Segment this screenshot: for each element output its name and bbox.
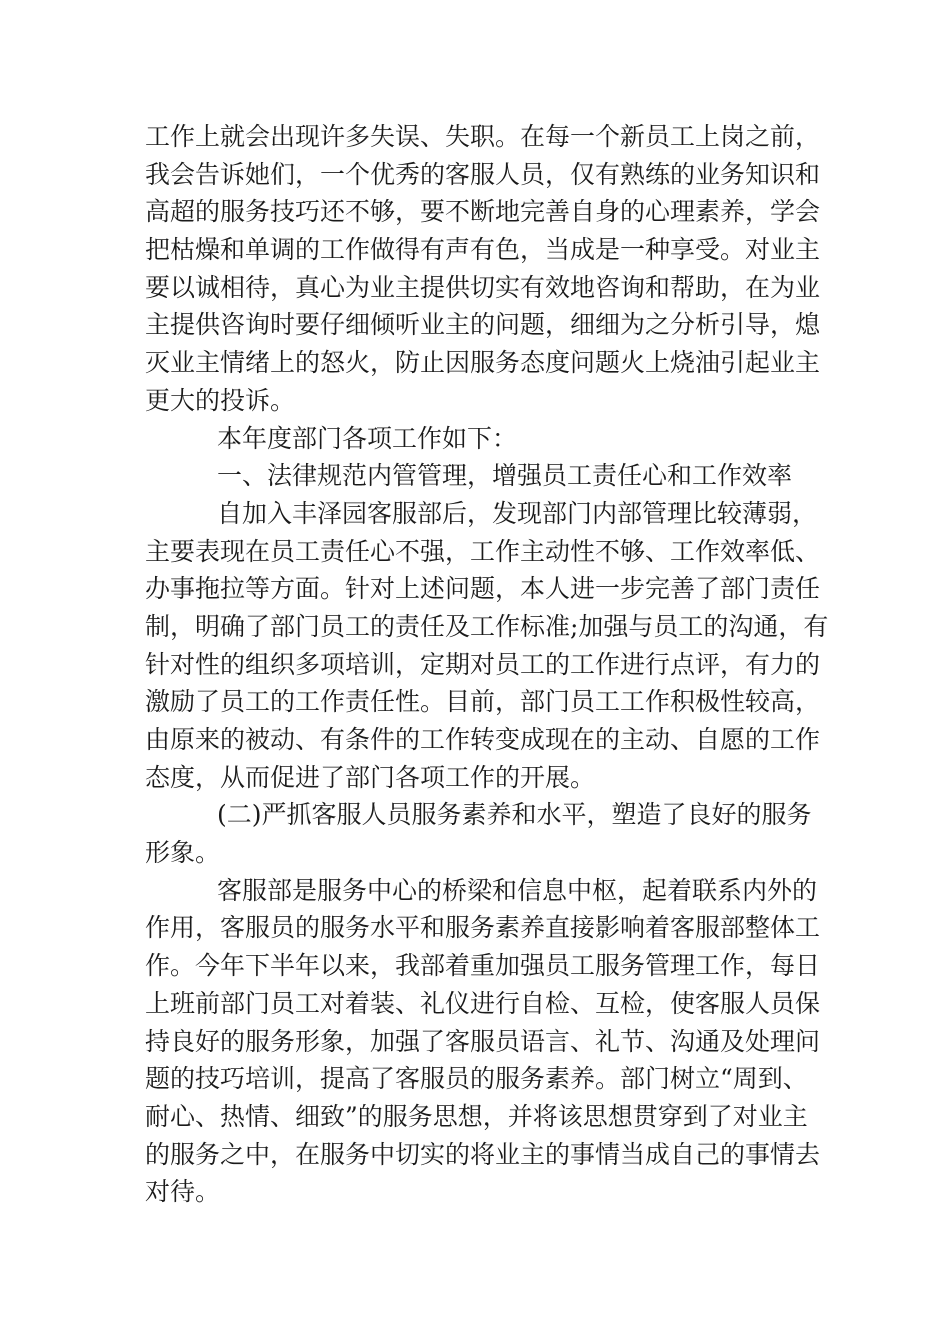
text-line: 由原来的被动、有条件的工作转变成现在的主动、自愿的工作 — [145, 725, 821, 754]
text-line: 针对性的组织多项培训，定期对员工的工作进行点评，有力的 — [145, 649, 821, 679]
text-line: 持良好的服务形象，加强了客服员语言、礼节、沟通及处理问 — [145, 1026, 821, 1056]
text-line: 自加入丰泽园客服部后，发现部门内部管理比较薄弱， — [217, 498, 818, 528]
text-line: 客服部是服务中心的桥梁和信息中枢，起着联系内外的 — [217, 875, 818, 905]
text-line: 本年度部门各项工作如下： — [217, 423, 518, 453]
text-line: 办事拖拉等方面。针对上述问题，本人进一步完善了部门责任 — [145, 574, 821, 604]
text-line: 更大的投诉。 — [145, 385, 296, 415]
text-line: 把枯燥和单调的工作做得有声有色，当成是一种享受。对业主 — [145, 235, 821, 265]
text-line: 题的技巧培训，提高了客服员的服务素养。部门树立“周到、 — [145, 1064, 808, 1094]
section-heading — [145, 457, 810, 495]
text-line: 要以诚相待，真心为业主提供切实有效地咨询和帮助，在为业 — [145, 272, 821, 302]
text-line: 主提供咨询时要仔细倾听业主的问题，细细为之分析引导，熄 — [145, 310, 821, 340]
text-line: 主要表现在员工责任心不强，工作主动性不够、工作效率低、 — [145, 536, 821, 566]
text-line: 作用，客服员的服务水平和服务素养直接影响着客服部整体工 — [145, 913, 821, 943]
paragraph — [145, 872, 821, 1211]
text-line: 激励了员工的工作责任性。目前，部门员工工作积极性较高， — [145, 687, 821, 717]
text-line: (二)严抓客服人员服务素养和水平，塑造了良好的服务 — [217, 800, 812, 830]
paragraph — [145, 495, 829, 797]
text-line: 工作上就会出现许多失误、失职。在每一个新员工上岗之前， — [145, 122, 821, 151]
document-body — [145, 118, 829, 1211]
text-line: 我会告诉她们，一个优秀的客服人员，仅有熟练的业务知识和 — [145, 159, 821, 189]
paragraph — [145, 420, 810, 458]
text-line: 上班前部门员工对着装、礼仪进行自检、互检，使客服人员保 — [145, 988, 821, 1018]
section-heading — [145, 796, 810, 871]
text-line: 对待。 — [145, 1177, 221, 1207]
text-line: 灭业主情绪上的怒火，防止因服务态度问题火上烧油引起业主 — [145, 348, 821, 378]
text-line: 制，明确了部门员工的责任及工作标准;加强与员工的沟通，有 — [145, 611, 829, 641]
paragraph — [145, 118, 821, 420]
text-line: 作。今年下半年以来，我部着重加强员工服务管理工作，每日 — [145, 951, 821, 981]
text-line: 的服务之中，在服务中切实的将业主的事情当成自己的事情去 — [145, 1139, 821, 1169]
text-line: 高超的服务技巧还不够，要不断地完善自身的心理素养，学会 — [145, 197, 821, 227]
text-line: 一、法律规范内管管理，增强员工责任心和工作效率 — [217, 461, 793, 491]
text-line: 态度，从而促进了部门各项工作的开展。 — [145, 762, 596, 792]
text-line: 形象。 — [145, 838, 221, 868]
text-line: 耐心、热情、细致”的服务思想，并将该思想贯穿到了对业主 — [145, 1101, 808, 1131]
